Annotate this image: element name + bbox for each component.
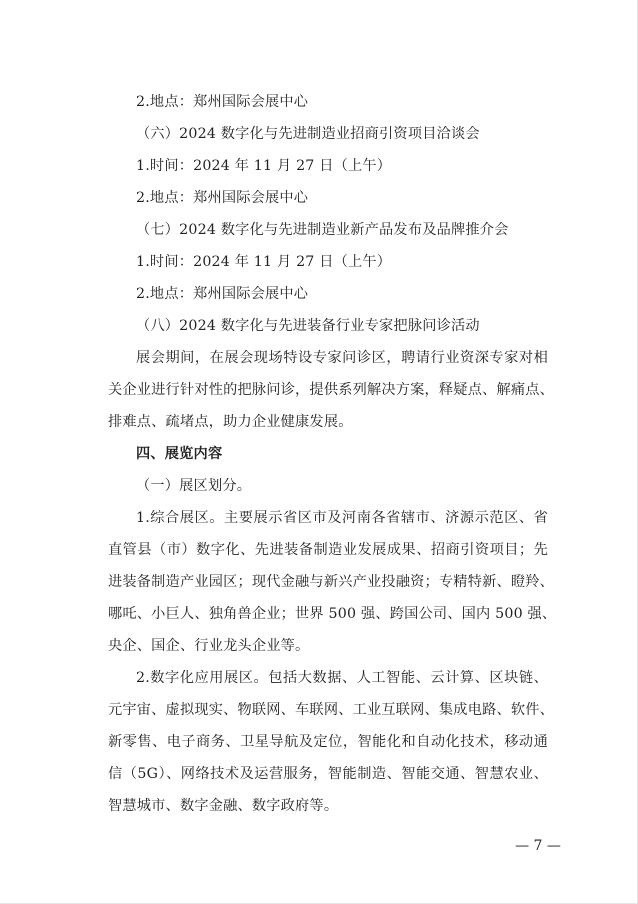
paragraph-line: 1.综合展区。主要展示省区市及河南各省辖市、济源示范区、省 <box>136 510 548 526</box>
section-heading-8: （八）2024 数字化与先进装备行业专家把脉问诊活动 <box>136 318 480 334</box>
section-heading-6: （六）2024 数字化与先进制造业招商引资项目洽谈会 <box>136 126 480 142</box>
paragraph-line: 排难点、疏堵点，助力企业健康发展。 <box>108 414 353 430</box>
paragraph-line: 智慧城市、数字金融、数字政府等。 <box>108 798 339 814</box>
paragraph-line: 哪吒、小巨人、独角兽企业；世界 500 强、跨国公司、国内 500 强、 <box>108 606 557 622</box>
paragraph-line: 央企、国企、行业龙头企业等。 <box>108 638 310 654</box>
paragraph-line: 元宇宙、虚拟现实、物联网、车联网、工业互联网、集成电路、软件、 <box>108 702 555 718</box>
text-line-time-6: 1.时间：2024 年 11 月 27 日（上午） <box>136 158 392 174</box>
chapter-heading: 四、展览内容 <box>136 446 223 462</box>
text-line-venue-1: 2.地点：郑州国际会展中心 <box>136 94 309 110</box>
paragraph-line: 关企业进行针对性的把脉问诊，提供系列解决方案，释疑点、解痛点、 <box>108 382 555 398</box>
text-line-venue-7: 2.地点：郑州国际会展中心 <box>136 286 309 302</box>
paragraph-line: 展会期间，在展会现场特设专家问诊区，聘请行业资深专家对相 <box>136 350 548 366</box>
subsection-heading: （一）展区划分。 <box>136 478 252 494</box>
paragraph-line: 信（5G）、网络技术及运营服务，智能制造、智能交通、智慧农业、 <box>108 766 548 782</box>
paragraph-line: 进装备制造产业园区；现代金融与新兴产业投融资；专精特新、瞪羚、 <box>108 574 555 590</box>
page-number: — 7 — <box>515 838 561 854</box>
section-heading-7: （七）2024 数字化与先进制造业新产品发布及品牌推介会 <box>136 222 509 238</box>
paragraph-line: 直管县（市）数字化、先进装备制造业发展成果、招商引资项目；先 <box>108 542 548 558</box>
paragraph-line: 新零售、电子商务、卫星导航及定位，智能化和自动化技术，移动通 <box>108 734 548 750</box>
text-line-time-7: 1.时间：2024 年 11 月 27 日（上午） <box>136 254 392 270</box>
paragraph-line: 2.数字化应用展区。包括大数据、人工智能、云计算、区块链、 <box>136 670 548 686</box>
text-line-venue-6: 2.地点：郑州国际会展中心 <box>136 190 309 206</box>
document-body <box>108 86 557 822</box>
